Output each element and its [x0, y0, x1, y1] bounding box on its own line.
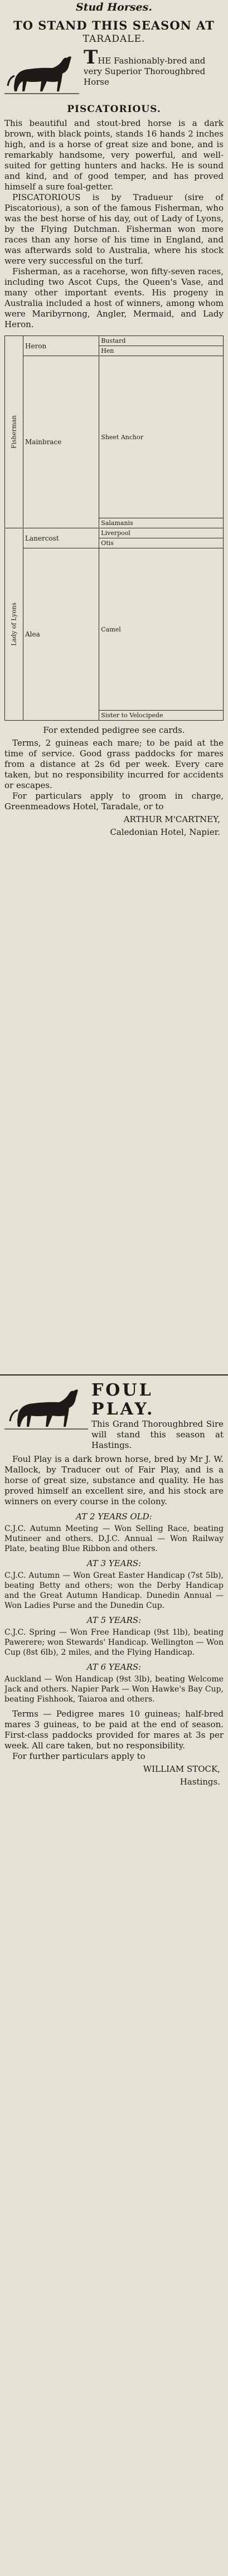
pedigree-ancestor: Bustard	[99, 336, 224, 346]
signature-place: Caledonian Hotel, Napier.	[110, 827, 220, 837]
advert-paragraph: PISCATORIOUS is by Tradueur (sire of Piscatorious), a son of the famous Fisherman, who was the best horse of his day, out of Lady of Lyons, by the Flying Dutchman. Fisherman won more races than any horse of his time in England, and was afterwards sold to Australia, where his stock were very successful on the turf.	[4, 192, 224, 266]
pedigree-ancestor: Liverpool	[99, 528, 224, 538]
race-record: Auckland — Won Handicap (9st 3lb), beating Welcome Jack and others. Napier Park — Won Hawke's Bay Cup, beating Fishhook, Taiaroa and others.	[4, 1675, 224, 1704]
age-heading: AT 2 YEARS OLD:	[76, 1511, 152, 1522]
advert-banner: TO STAND THIS SEASON AT	[13, 18, 215, 32]
signature-name: WILLIAM STOCK,	[143, 1764, 220, 1774]
advert-lead	[4, 1381, 224, 1451]
advert-intro-block	[91, 1381, 224, 1451]
advert-divider	[0, 1374, 228, 1376]
pedigree-ancestor: Hen	[99, 346, 224, 356]
pedigree-ancestor: Sister to Velocipede	[99, 711, 224, 721]
age-heading: AT 5 YEARS:	[86, 1615, 142, 1625]
signature-name: ARTHUR M'CARTNEY,	[123, 814, 220, 824]
race-record: C.J.C. Spring — Won Free Handicap (9st 1lb), beating Pawerere; won Stewards' Handicap. Wellington — Won Cup (8st 6lb), 2 miles, and the Flying Handicap.	[4, 1628, 224, 1657]
stallion-name: PISCATORIOUS.	[67, 104, 161, 115]
pedigree-table	[4, 336, 224, 721]
age-heading: AT 3 YEARS:	[86, 1558, 142, 1568]
advert-paragraph: This beautiful and stout-bred horse is a dark brown, with black points, stands 16 hands 2 inches high, and is a horse of great size and bone, and is remarkably handsome, very powerful, and well-suited for getting hunters and hacks. He is sound and kind, and of good temper, and has proved himself a sure foal-getter.	[4, 118, 224, 192]
foul-play-advert	[4, 1378, 224, 2570]
pedigree-sire-cell: Fisherman	[5, 336, 23, 528]
section-header: Stud Horses.	[76, 1, 152, 13]
terms-paragraph: Terms, 2 guineas each mare; to be paid at the time of service. Good grass paddocks for mares from a distance at 2s 6d per week. Every care taken, but no responsibility incurred for accidents or escapes.	[4, 738, 224, 790]
advert-place: TARADALE.	[83, 33, 145, 45]
pedigree-grandsire: Mainbrace	[23, 356, 99, 528]
contact-paragraph: For further particulars apply to	[12, 1751, 145, 1761]
horse-engraving-icon	[4, 49, 79, 101]
pedigree-ancestor: Otis	[99, 538, 224, 548]
race-record: C.J.C. Autumn Meeting — Won Selling Race, beating Mutineer and others. D.J.C. Annual — Won Railway Plate, beating Blue Ribbon and others.	[4, 1524, 224, 1553]
pedigree-granddam: Lanercost	[23, 528, 99, 548]
stallion-name: FOUL PLAY.	[91, 1381, 155, 1419]
pedigree-ancestor: Camel	[99, 548, 224, 711]
pedigree-granddam: Alea	[23, 548, 99, 721]
age-heading: AT 6 YEARS:	[86, 1662, 142, 1672]
horse-engraving-icon	[4, 1381, 88, 1437]
pedigree-grandsire: Heron	[23, 336, 99, 356]
intro-text: HE Fashionably-bred and very Superior Thoroughbred Horse	[84, 56, 206, 87]
contact-paragraph: For particulars apply to groom in charge, Greenmeadows Hotel, Taradale, or to	[4, 791, 224, 811]
advert-lead	[4, 46, 224, 101]
pedigree-ancestor: Sheet Anchor	[99, 356, 224, 518]
advert-paragraph: Foul Play is a dark brown horse, bred by Mr J. W. Mallock, by Traducer out of Fair Play, and is a horse of great size, substance and quality. He has proved himself an excellent sire, and his stock are winners on every course in the colony.	[4, 1454, 224, 1506]
signature-place: Hastings.	[180, 1777, 220, 1787]
drop-cap: T	[84, 46, 98, 69]
terms-paragraph: Terms — Pedigree mares 10 guineas; half-bred mares 3 guineas, to be paid at the end of season. First-class paddocks provided for mares at 3s per week. All care taken, but no responsibility.	[4, 1709, 224, 1751]
pedigree-note: For extended pedigree see cards.	[43, 725, 185, 735]
pedigree-ancestor: Salamanis	[99, 518, 224, 528]
piscatorious-advert	[4, 16, 224, 1376]
pedigree-dam-cell: Lady of Lyons	[5, 528, 23, 721]
advert-paragraph: Fisherman, as a racehorse, won fifty-seven races, including two Ascot Cups, the Queen's Vase, and many other important events. His progeny in Australia included a host of winners, among whom were Maribyrnong, Angler, Mermaid, and Lady Heron.	[4, 266, 224, 329]
race-record: C.J.C. Autumn — Won Great Easter Handicap (7st 5lb), beating Betty and others; won the Derby Handicap and the Great Autumn Handicap. Dunedin Annual — Won Ladies Purse and the Dunedin Cup.	[4, 1571, 224, 1610]
advert-intro	[84, 46, 224, 88]
intro-text: This Grand Thoroughbred Sire will stand this season at Hastings.	[91, 1419, 224, 1450]
